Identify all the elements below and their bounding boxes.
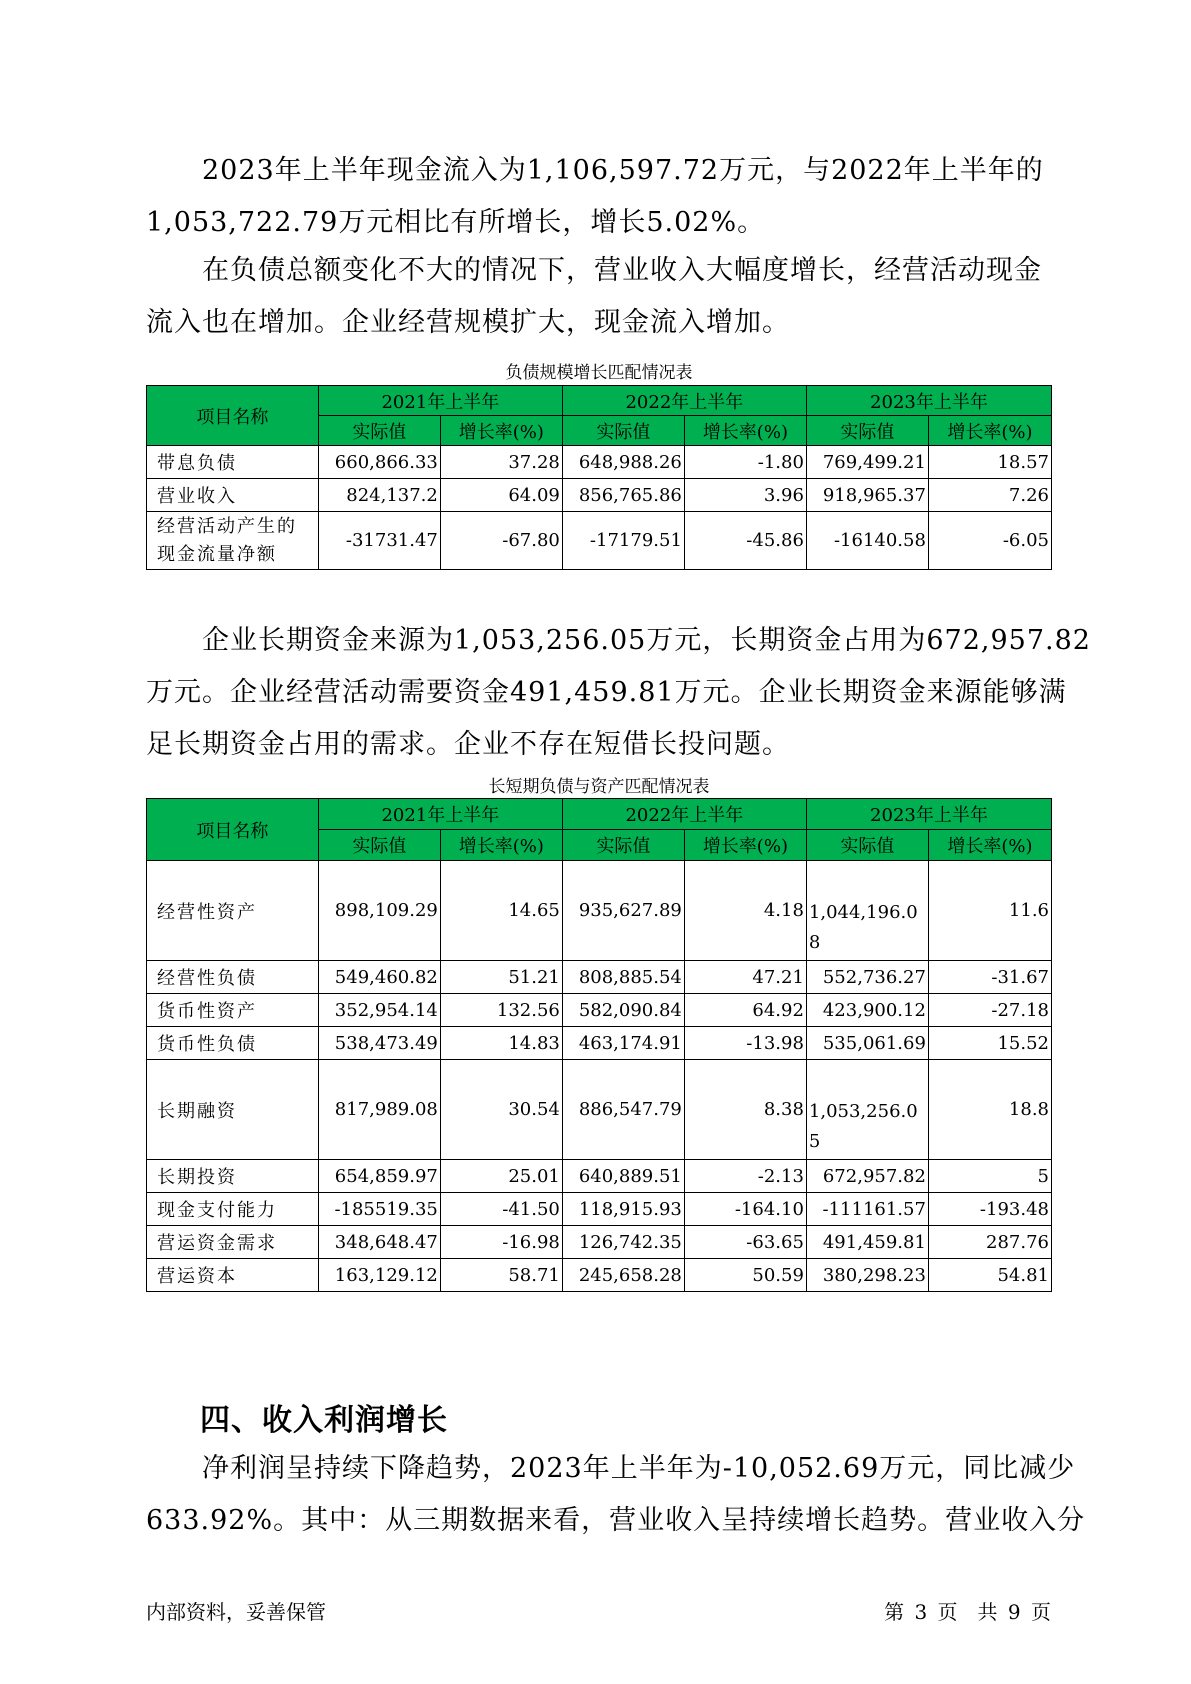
cell-value: -27.18	[928, 994, 1051, 1027]
cell-value: 5	[928, 1160, 1051, 1193]
cell-value: 423,900.12	[806, 994, 928, 1027]
cell-value: 535,061.69	[806, 1027, 928, 1060]
footer-page-number: 第 3 页 共 9 页	[884, 1600, 1051, 1624]
header-period: 2021年上半年	[318, 799, 562, 830]
header-growth: 增长率(%)	[440, 416, 562, 446]
cell-value: 163,129.12	[318, 1259, 440, 1292]
cell-value: -16.98	[440, 1226, 562, 1259]
cell-value: 132.56	[440, 994, 562, 1027]
cell-value: 654,859.97	[318, 1160, 440, 1193]
cell-value: 648,988.26	[562, 446, 684, 479]
header-actual: 实际值	[318, 830, 440, 861]
cell-value: -67.80	[440, 512, 562, 570]
row-label: 货币性资产	[147, 994, 319, 1027]
header-actual: 实际值	[806, 830, 928, 861]
cell-value: 935,627.89	[562, 861, 684, 961]
cell-value: 245,658.28	[562, 1259, 684, 1292]
cell-value: 1,053,256.05	[806, 1060, 928, 1160]
cell-value: 30.54	[440, 1060, 562, 1160]
cell-value: 14.65	[440, 861, 562, 961]
cell-value: -17179.51	[562, 512, 684, 570]
table-row	[147, 1193, 1052, 1226]
cell-value: 769,499.21	[806, 446, 928, 479]
paragraph-long-term-funds	[146, 615, 1091, 771]
paragraph-business-scale	[146, 245, 1046, 349]
header-period: 2022年上半年	[562, 799, 806, 830]
paragraph-net-profit	[146, 1443, 1086, 1547]
paragraph-line: 万元。企业经营活动需要资金491,459.81万元。企业长期资金来源能够满	[146, 677, 1067, 708]
cell-value: 491,459.81	[806, 1226, 928, 1259]
cell-value: 3.96	[684, 479, 806, 512]
table-row	[147, 1259, 1052, 1292]
header-growth: 增长率(%)	[684, 830, 806, 861]
paragraph-cash-inflow	[146, 145, 1046, 249]
cell-value: 11.6	[928, 861, 1051, 961]
cell-value: 856,765.86	[562, 479, 684, 512]
header-actual: 实际值	[806, 416, 928, 446]
row-label: 经营性负债	[147, 961, 319, 994]
section-heading: 四、收入利润增长	[200, 1403, 448, 1438]
paragraph-line: 1,053,722.79万元相比有所增长，增长5.02%。	[146, 207, 766, 238]
cell-value: 538,473.49	[318, 1027, 440, 1060]
row-label: 长期投资	[147, 1160, 319, 1193]
cell-value: -1.80	[684, 446, 806, 479]
paragraph-line: 在负债总额变化不大的情况下，营业收入大幅度增长，经营活动现金	[146, 255, 1042, 286]
row-label: 带息负债	[147, 446, 319, 479]
table-row	[147, 1060, 1052, 1160]
cell-value: -41.50	[440, 1193, 562, 1226]
cell-value: -111161.57	[806, 1193, 928, 1226]
cell-value: -31.67	[928, 961, 1051, 994]
paragraph-line: 足长期资金占用的需求。企业不存在短借长投问题。	[146, 729, 790, 760]
header-period: 2022年上半年	[562, 386, 806, 416]
header-actual: 实际值	[562, 830, 684, 861]
cell-value: 7.26	[928, 479, 1051, 512]
paragraph-line: 流入也在增加。企业经营规模扩大，现金流入增加。	[146, 307, 790, 338]
cell-value: -63.65	[684, 1226, 806, 1259]
table-row	[147, 994, 1052, 1027]
cell-value: 58.71	[440, 1259, 562, 1292]
header-period: 2021年上半年	[318, 386, 562, 416]
table2-caption: 长短期负债与资产匹配情况表	[488, 777, 710, 797]
table-row	[147, 1160, 1052, 1193]
row-label: 经营性资产	[147, 861, 319, 961]
cell-value: -164.10	[684, 1193, 806, 1226]
row-label: 货币性负债	[147, 1027, 319, 1060]
header-period: 2023年上半年	[806, 386, 1051, 416]
cell-value: 918,965.37	[806, 479, 928, 512]
cell-value: 824,137.2	[318, 479, 440, 512]
cell-value: 660,866.33	[318, 446, 440, 479]
cell-value: 50.59	[684, 1259, 806, 1292]
cell-value: 817,989.08	[318, 1060, 440, 1160]
cell-value: 51.21	[440, 961, 562, 994]
cell-value: 352,954.14	[318, 994, 440, 1027]
cell-value: 640,889.51	[562, 1160, 684, 1193]
paragraph-line: 净利润呈持续下降趋势，2023年上半年为-10,052.69万元，同比减少	[146, 1453, 1076, 1484]
cell-value: 463,174.91	[562, 1027, 684, 1060]
cell-value: 582,090.84	[562, 994, 684, 1027]
header-growth: 增长率(%)	[440, 830, 562, 861]
row-label: 营运资金需求	[147, 1226, 319, 1259]
cell-value: 18.8	[928, 1060, 1051, 1160]
paragraph-line: 企业长期资金来源为1,053,256.05万元，长期资金占用为672,957.82	[146, 625, 1091, 656]
cell-value: 14.83	[440, 1027, 562, 1060]
cell-value: 552,736.27	[806, 961, 928, 994]
cell-value: -2.13	[684, 1160, 806, 1193]
header-actual: 实际值	[562, 416, 684, 446]
header-period: 2023年上半年	[806, 799, 1051, 830]
row-label: 营业收入	[147, 479, 319, 512]
cell-value: -16140.58	[806, 512, 928, 570]
cell-value: -45.86	[684, 512, 806, 570]
cell-value: 15.52	[928, 1027, 1051, 1060]
paragraph-line: 2023年上半年现金流入为1,106,597.72万元，与2022年上半年的	[146, 155, 1044, 186]
cell-value: 37.28	[440, 446, 562, 479]
cell-value: -13.98	[684, 1027, 806, 1060]
table-row	[147, 512, 1052, 570]
row-label: 现金支付能力	[147, 1193, 319, 1226]
cell-value: 18.57	[928, 446, 1051, 479]
debt-scale-table	[146, 385, 1052, 570]
header-item-name: 项目名称	[147, 799, 319, 861]
cell-value: 118,915.93	[562, 1193, 684, 1226]
cell-value: 47.21	[684, 961, 806, 994]
footer-confidential: 内部资料，妥善保管	[146, 1600, 326, 1624]
table-row	[147, 861, 1052, 961]
cell-value: 1,044,196.08	[806, 861, 928, 961]
table-row	[147, 1027, 1052, 1060]
table-row	[147, 446, 1052, 479]
cell-value: 348,648.47	[318, 1226, 440, 1259]
header-growth: 增长率(%)	[684, 416, 806, 446]
header-growth: 增长率(%)	[928, 830, 1051, 861]
cell-value: -31731.47	[318, 512, 440, 570]
liability-asset-table	[146, 798, 1052, 1292]
cell-value: -6.05	[928, 512, 1051, 570]
cell-value: 25.01	[440, 1160, 562, 1193]
header-item-name: 项目名称	[147, 386, 319, 446]
cell-value: 672,957.82	[806, 1160, 928, 1193]
table-row	[147, 961, 1052, 994]
table1-caption: 负债规模增长匹配情况表	[505, 363, 693, 383]
cell-value: 8.38	[684, 1060, 806, 1160]
table-row	[147, 1226, 1052, 1259]
table-row	[147, 479, 1052, 512]
cell-value: 886,547.79	[562, 1060, 684, 1160]
cell-value: 287.76	[928, 1226, 1051, 1259]
cell-value: 64.09	[440, 479, 562, 512]
cell-value: 54.81	[928, 1259, 1051, 1292]
header-actual: 实际值	[318, 416, 440, 446]
cell-value: 4.18	[684, 861, 806, 961]
row-label: 营运资本	[147, 1259, 319, 1292]
cell-value: -185519.35	[318, 1193, 440, 1226]
paragraph-line: 633.92%。其中：从三期数据来看，营业收入呈持续增长趋势。营业收入分	[146, 1505, 1086, 1536]
row-label: 长期融资	[147, 1060, 319, 1160]
cell-value: 380,298.23	[806, 1259, 928, 1292]
cell-value: 898,109.29	[318, 861, 440, 961]
cell-value: 549,460.82	[318, 961, 440, 994]
cell-value: -193.48	[928, 1193, 1051, 1226]
header-growth: 增长率(%)	[928, 416, 1051, 446]
cell-value: 126,742.35	[562, 1226, 684, 1259]
cell-value: 64.92	[684, 994, 806, 1027]
row-label: 经营活动产生的现金流量净额	[147, 512, 319, 570]
cell-value: 808,885.54	[562, 961, 684, 994]
